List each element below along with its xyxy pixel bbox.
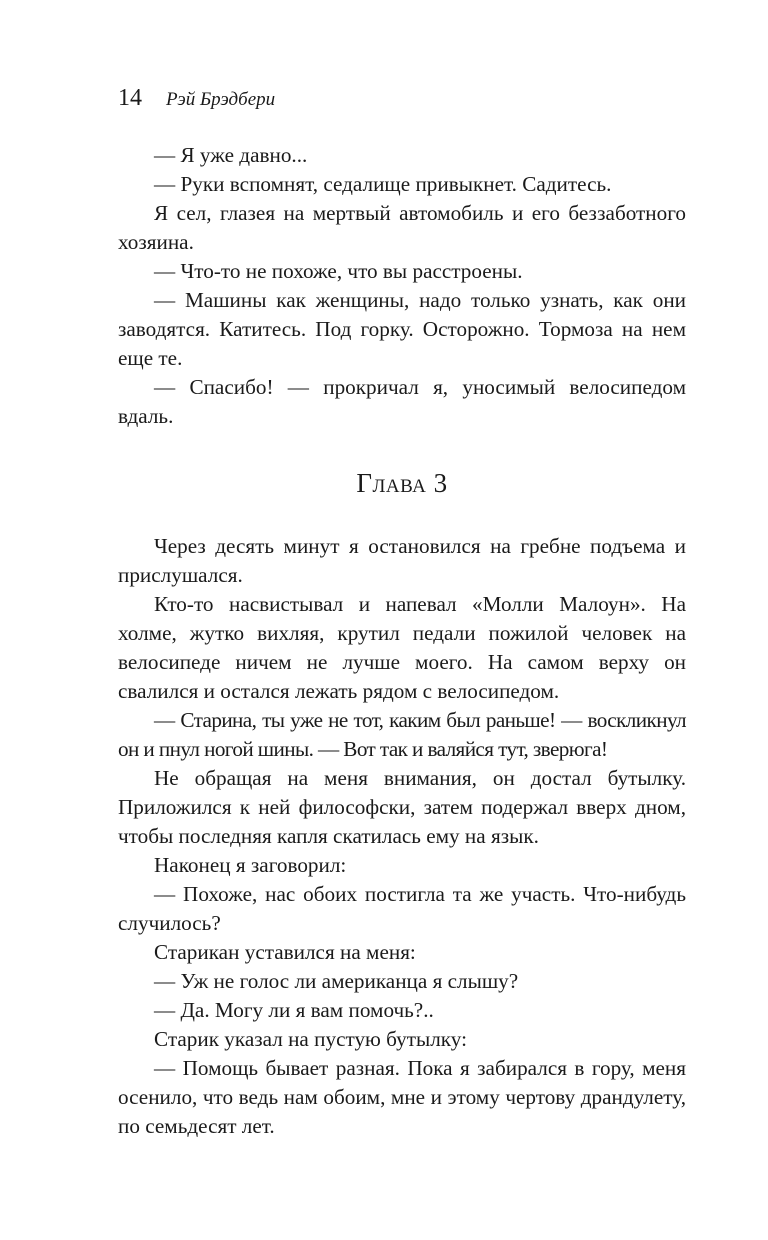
running-title: Рэй Брэдбери bbox=[166, 89, 276, 110]
paragraph: — Руки вспомнят, седалище привыкнет. Садитесь. bbox=[154, 172, 612, 196]
paragraph: Я сел, глазея на мертвый автомобиль и его беззаботного хозяина. bbox=[118, 201, 686, 254]
page-number: 14 bbox=[118, 85, 142, 111]
paragraph: — Спасибо! — прокричал я, уносимый велосипедом вдаль. bbox=[118, 375, 686, 428]
paragraph: — Уж не голос ли американца я слышу? bbox=[154, 969, 519, 993]
section-before-chapter bbox=[118, 141, 686, 431]
paragraph: — Я уже давно... bbox=[154, 143, 308, 167]
paragraph: Старик указал на пустую бутылку: bbox=[154, 1027, 468, 1051]
paragraph: Старикан уставился на меня: bbox=[154, 940, 416, 964]
paragraph: — Да. Могу ли я вам помочь?.. bbox=[154, 998, 434, 1022]
paragraph: — Помощь бывает разная. Пока я забирался в гору, меня осенило, что ведь нам обоим, мне и этому чертову драндулету, по семьдесят лет. bbox=[118, 1056, 686, 1138]
paragraph: — Машины как женщины, надо только узнать, как они заводятся. Катитесь. Под горку. Осторожно. Тормоза на нем еще те. bbox=[118, 288, 686, 370]
paragraph: — Похоже, нас обоих постигла та же участь. Что-нибудь случилось? bbox=[118, 882, 686, 935]
paragraph: Кто-то насвистывал и напевал «Молли Малоун». На холме, жутко вихляя, крутил педали пожилой человек на велосипеде ничем не лучше моего. На самом верху он свалился и остался лежать рядом с велосипедом. bbox=[118, 592, 686, 703]
running-head bbox=[118, 85, 686, 119]
paragraph: — Старина, ты уже не тот, каким был раньше! — воскликнул он и пнул ногой шины. — Вот так и валяйся тут, зверюга! bbox=[118, 708, 686, 761]
chapter-body bbox=[118, 532, 686, 1141]
chapter-heading: Глава 3 bbox=[356, 468, 448, 498]
paragraph: Через десять минут я остановился на гребне подъема и прислушался. bbox=[118, 534, 686, 587]
paragraph: Наконец я заговорил: bbox=[154, 853, 347, 877]
paragraph: Не обращая на меня внимания, он достал бутылку. Приложился к ней философски, затем подержал вверх дном, чтобы последняя капля скатилась ему на язык. bbox=[118, 766, 686, 848]
paragraph: — Что-то не похоже, что вы расстроены. bbox=[154, 259, 523, 283]
book-page bbox=[118, 85, 686, 1141]
